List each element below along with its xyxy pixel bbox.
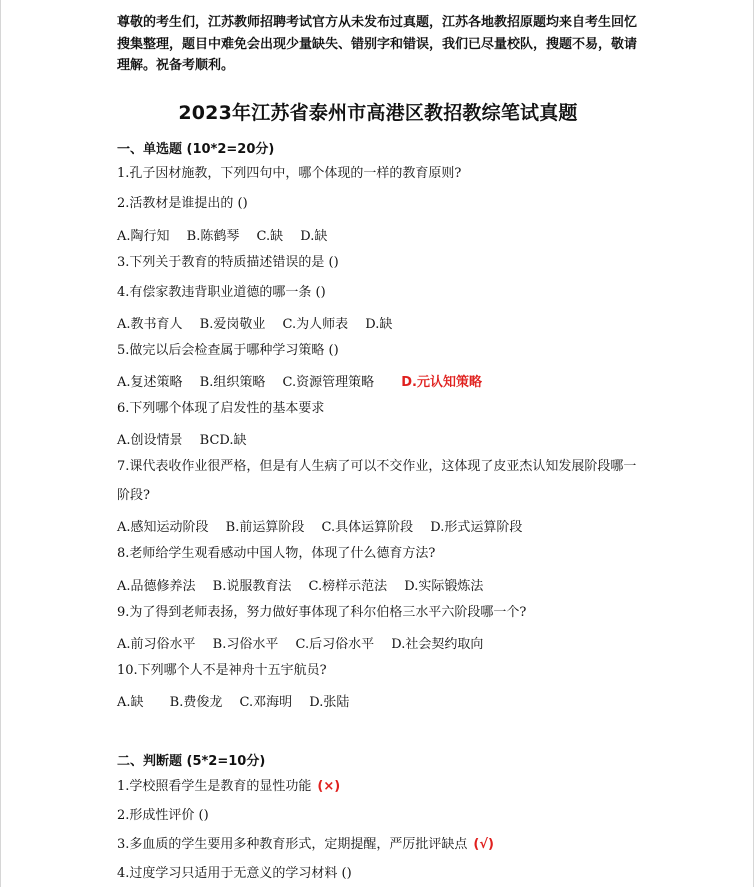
option-a: A.品德修养法 xyxy=(117,579,196,594)
option-b: B.前运算阶段 xyxy=(225,520,305,535)
question-8: 8.老师给学生观看感动中国人物，体现了什么德育方法? xyxy=(117,546,436,561)
question-10: 10.下列哪个人不是神舟十五宇航员? xyxy=(117,663,327,678)
option-c: C.具体运算阶段 xyxy=(321,520,414,535)
option-d: D.形式运算阶段 xyxy=(430,520,523,535)
option-a: A.缺 xyxy=(117,695,144,710)
judgement-1-text: 1.学校照看学生是教育的显性功能 xyxy=(117,779,312,794)
judgement-3 xyxy=(117,836,494,854)
question-6-options xyxy=(117,429,260,448)
option-bcd: BCD.缺 xyxy=(199,433,247,448)
option-d: D.社会契约取向 xyxy=(391,637,484,652)
option-b: B.爱岗敬业 xyxy=(199,317,266,332)
question-9: 9.为了得到老师表扬，努力做好事体现了科尔伯格三水平六阶段哪一个? xyxy=(117,605,527,620)
judgement-1-mark: (×) xyxy=(317,779,341,794)
option-c: C.榜样示范法 xyxy=(308,579,388,594)
question-5-options xyxy=(117,371,495,390)
option-d: D.缺 xyxy=(365,317,393,332)
section-heading-true-false: 二、判断题 (5*2=10分) xyxy=(117,754,266,769)
option-b: B.组织策略 xyxy=(199,375,266,390)
option-a: A.感知运动阶段 xyxy=(117,520,209,535)
question-10-options xyxy=(117,691,362,710)
section-heading-single-choice: 一、单选题 (10*2=20分) xyxy=(117,142,275,157)
question-7-line-2: 阶段? xyxy=(117,488,150,503)
question-2-options xyxy=(117,225,340,244)
question-7-options xyxy=(117,516,535,535)
judgement-3-mark: (√) xyxy=(473,837,494,852)
page-title: 2023年江苏省泰州市高港区教招教综笔试真题 xyxy=(178,102,578,124)
option-c: C.后习俗水平 xyxy=(295,637,375,652)
judgement-3-text: 3.多血质的学生要用多种教育形式，定期提醒，严厉批评缺点 xyxy=(117,837,468,852)
option-a: A.创设情景 xyxy=(117,433,183,448)
option-a: A.陶行知 xyxy=(117,229,170,244)
option-c: C.邓海明 xyxy=(239,695,293,710)
question-4-options xyxy=(117,313,405,332)
option-d: D.缺 xyxy=(300,229,328,244)
option-d: D.张陆 xyxy=(309,695,350,710)
option-d: D.实际锻炼法 xyxy=(404,579,484,594)
notice-text: 尊敬的考生们，江苏教师招聘考试官方从未发布过真题，江苏各地教招原题均来自考生回忆搜集整理，题目中难免会出现少量缺失、错别字和错误，我们已尽量校队，搜题不易，敬请理解。祝备考顺利。 xyxy=(117,15,638,73)
question-9-options xyxy=(117,633,496,652)
option-c: C.为人师表 xyxy=(282,317,349,332)
option-b: B.费俊龙 xyxy=(169,695,223,710)
option-b: B.陈鹤琴 xyxy=(186,229,240,244)
question-8-options xyxy=(117,575,496,594)
option-a: A.前习俗水平 xyxy=(117,637,196,652)
question-1: 1.孔子因材施教，下列四句中，哪个体现的一样的教育原则? xyxy=(117,166,462,181)
question-2: 2.活教材是谁提出的 () xyxy=(117,196,248,211)
answer-option-d: D.元认知策略 xyxy=(401,375,482,390)
option-b: B.说服教育法 xyxy=(212,579,292,594)
judgement-1 xyxy=(117,778,340,796)
option-c: C.资源管理策略 xyxy=(282,375,375,390)
option-a: A.复述策略 xyxy=(117,375,183,390)
question-4: 4.有偿家教违背职业道德的哪一条 () xyxy=(117,285,326,300)
option-b: B.习俗水平 xyxy=(212,637,279,652)
option-a: A.教书育人 xyxy=(117,317,183,332)
option-c: C.缺 xyxy=(256,229,284,244)
question-5: 5.做完以后会检查属于哪种学习策略 () xyxy=(117,343,339,358)
judgement-4: 4.过度学习只适用于无意义的学习材料 () xyxy=(117,866,352,881)
judgement-2: 2.形成性评价 () xyxy=(117,808,209,823)
question-6: 6.下列哪个体现了启发性的基本要求 xyxy=(117,401,325,416)
question-3: 3.下列关于教育的特质描述错误的是 () xyxy=(117,255,339,270)
question-7-line-1: 7.课代表收作业很严格，但是有人生病了可以不交作业，这体现了皮亚杰认知发展阶段哪一 xyxy=(117,459,637,474)
